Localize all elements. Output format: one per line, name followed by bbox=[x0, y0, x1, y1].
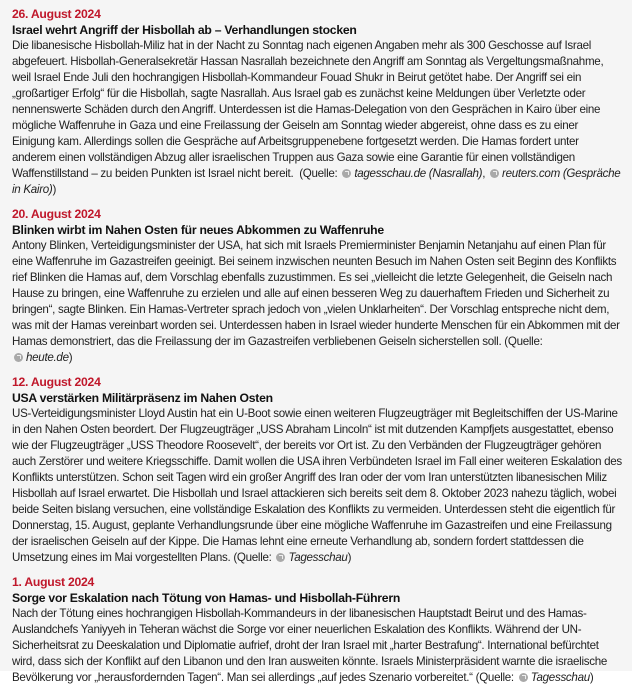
entry-date: 12. August 2024 bbox=[12, 375, 101, 389]
source-prefix: (Quelle: bbox=[501, 335, 543, 348]
news-entry bbox=[12, 574, 622, 686]
entry-body bbox=[12, 38, 622, 198]
external-link-icon[interactable] bbox=[519, 673, 528, 682]
news-entry bbox=[12, 374, 622, 566]
external-link-icon[interactable] bbox=[276, 553, 285, 562]
external-link-icon[interactable] bbox=[490, 169, 499, 178]
entry-text: Die libanesische Hisbollah-Miliz hat in der Nacht zu Sonntag nach eigenen Angaben mehr als 300 Geschosse auf Israel abgefeuert. Hisbollah-Generalsekretär Hassan Nasrallah bezeichnete den Angriff am Sonntag als Vergeltungsmaßnahme, weil Israel Ende Juli den hochrangigen Hisbollah-Kommandeur Fouad Shukr in Beirut getötet habe. Der Angriff sei ein „großartiger Erfolg“ für die Hisbollah, sagte Nasrallah. Aus Israel gab es zunächst keine Meldungen über Verletzte oder nennenswerte Schäden durch den Angriff. Unterdessen ist die Hamas-Delegation von den Gesprächen in Kairo über eine mögliche Waffenruhe in Gaza und eine Freilassung der Geiseln am Sonntag wieder abgereist, ohne dass es zu einer Einigung kam. Allerdings sollen die Gespräche auf Arbeitsgruppenebene fortgesetzt werden. Die Hamas fordert unter anderem einen vollständigen Abzug aller israelischen Truppen aus Gaza sowie eine Garantie für einen vollständigen Waffenstillstand – zu beiden Punkten ist Israel nicht bereit. bbox=[12, 39, 604, 180]
entry-text: Antony Blinken, Verteidigungsminister der USA, hat sich mit Israels Premierminister Benjamin Netanjahu auf einen Plan für eine Waffenruhe im Gazastreifen geeinigt. Bei seinem inzwischen neunten Besuch im Nahen Osten seit Beginn des Konflikts rief Blinken die Hamas auf, dem Vorschlag ebenfalls zuzustimmen. Es sei „vielleicht die letzte Gelegenheit, die Geiseln nach Hause zu bringen, eine Waffenruhe zu erzielen und alle auf einen besseren Weg zu dauerhaftem Frieden und Sicherheit zu bringen“, sagte Blinken. Ein Hamas-Vertreter sprach jedoch von „vielen Unklarheiten“. Der Vorschlag entspreche nicht dem, was mit der Hamas vereinbart worden sei. Unterdessen haben in Israel wieder hunderte Menschen für ein Abkommen mit der Hamas demonstriert, das die Freilassung der im Gazastreifen verbliebenen Geiseln sicherstellen soll. bbox=[12, 239, 620, 348]
source-link[interactable]: tagesschau.de (Nasrallah) bbox=[354, 167, 483, 180]
source-prefix: (Quelle: bbox=[293, 167, 341, 180]
entry-title: Sorge vor Eskalation nach Tötung von Hamas- und Hisbollah-Führern bbox=[12, 591, 401, 605]
entry-text: Nach der Tötung eines hochrangigen Hisbollah-Kommandeurs in der libanesischen Hauptstadt Beirut und des Hamas-Auslandchefs Yaniyyeh in Teheran wächst die Sorge vor einer neuerlichen Eskalation des Konflikts. Während der UN-Sicherheitsrat zu Deeskalation und Diplomatie aufrief, droht der Iran Israel mit „harter Bestrafung“. International befürchtet wird, dass sich der Konflikt auf den Libanon und den Iran ausweiten könnte. Israels Ministerpräsident warnte die israelische Bevölkerung vor „herausfordernden Tagen“. Man sei allerdings „auf jedes Szenario vorbereitet.“ bbox=[12, 607, 608, 684]
entry-text: US-Verteidigungsminister Lloyd Austin hat ein U-Boot sowie einen weiteren Flugzeugträger mit Begleitschiffen der US-Marine in den Nahen Osten beordert. Der Flugzeugträger „USS Abraham Lincoln“ ist mit dutzenden Kampfjets ausgestattet, ebenso wie der Flugzeugträger „USS Theodore Roosevelt“, der bereits vor Ort ist. Zu den Verbänden der Flugzeugträger gehören auch Zerstörer und weitere Kriegsschiffe. Damit wollen die USA ihren Verbündeten Israel im Fall einer weiteren Eskalation des Konflikts unterstützen. Schon seit Tagen wird ein großer Angriff des Iran oder der vom Iran unterstützten libanesischen Miliz Hisbollah auf Israel erwartet. Die Hisbollah und Israel attackieren sich bereits seit dem 8. Oktober 2023 nahezu täglich, wobei beide Seiten bislang versuchen, eine vollständige Eskalation des Konflikts zu vermeiden. Unterdessen steht die eigentlich für Donnerstag, 15. August, geplante Verhandlungsrunde über eine mögliche Waffenruhe im Gazastreifen und eine Freilassung der israelischen Geiseln auf der Kippe. Die Hamas lehnt eine erneute Verhandlung ab, sondern fordert stattdessen die Umsetzung eines im Mai vorgestellten Plans. bbox=[12, 407, 622, 564]
source-prefix: (Quelle: bbox=[230, 551, 275, 564]
entry-title: USA verstärken Militärpräsenz im Nahen Osten bbox=[12, 391, 273, 405]
entry-date: 26. August 2024 bbox=[12, 7, 101, 21]
entry-date: 20. August 2024 bbox=[12, 207, 101, 221]
source-separator: , bbox=[482, 167, 489, 180]
entry-date: 1. August 2024 bbox=[12, 575, 95, 589]
source-link[interactable]: Tagesschau bbox=[288, 551, 348, 564]
source-link[interactable]: Tagesschau bbox=[530, 671, 590, 684]
source-link[interactable]: heute.de bbox=[26, 351, 69, 364]
news-entry bbox=[12, 206, 622, 366]
entry-body bbox=[12, 238, 622, 366]
entry-body bbox=[12, 606, 622, 686]
external-link-icon[interactable] bbox=[14, 353, 23, 362]
source-prefix: (Quelle: bbox=[472, 671, 517, 684]
source-suffix: ) bbox=[52, 183, 57, 196]
news-entry bbox=[12, 6, 622, 198]
entry-title: Israel wehrt Angriff der Hisbollah ab – Verhandlungen stocken bbox=[12, 23, 357, 37]
source-suffix: ) bbox=[347, 551, 352, 564]
source-link[interactable]: reuters.com (Gespräche in Kairo) bbox=[12, 167, 621, 196]
source-suffix: ) bbox=[589, 671, 594, 684]
source-suffix: ) bbox=[68, 351, 73, 364]
external-link-icon[interactable] bbox=[342, 169, 351, 178]
entry-body bbox=[12, 406, 622, 566]
entry-title: Blinken wirbt im Nahen Osten für neues Abkommen zu Waffenruhe bbox=[12, 223, 384, 237]
